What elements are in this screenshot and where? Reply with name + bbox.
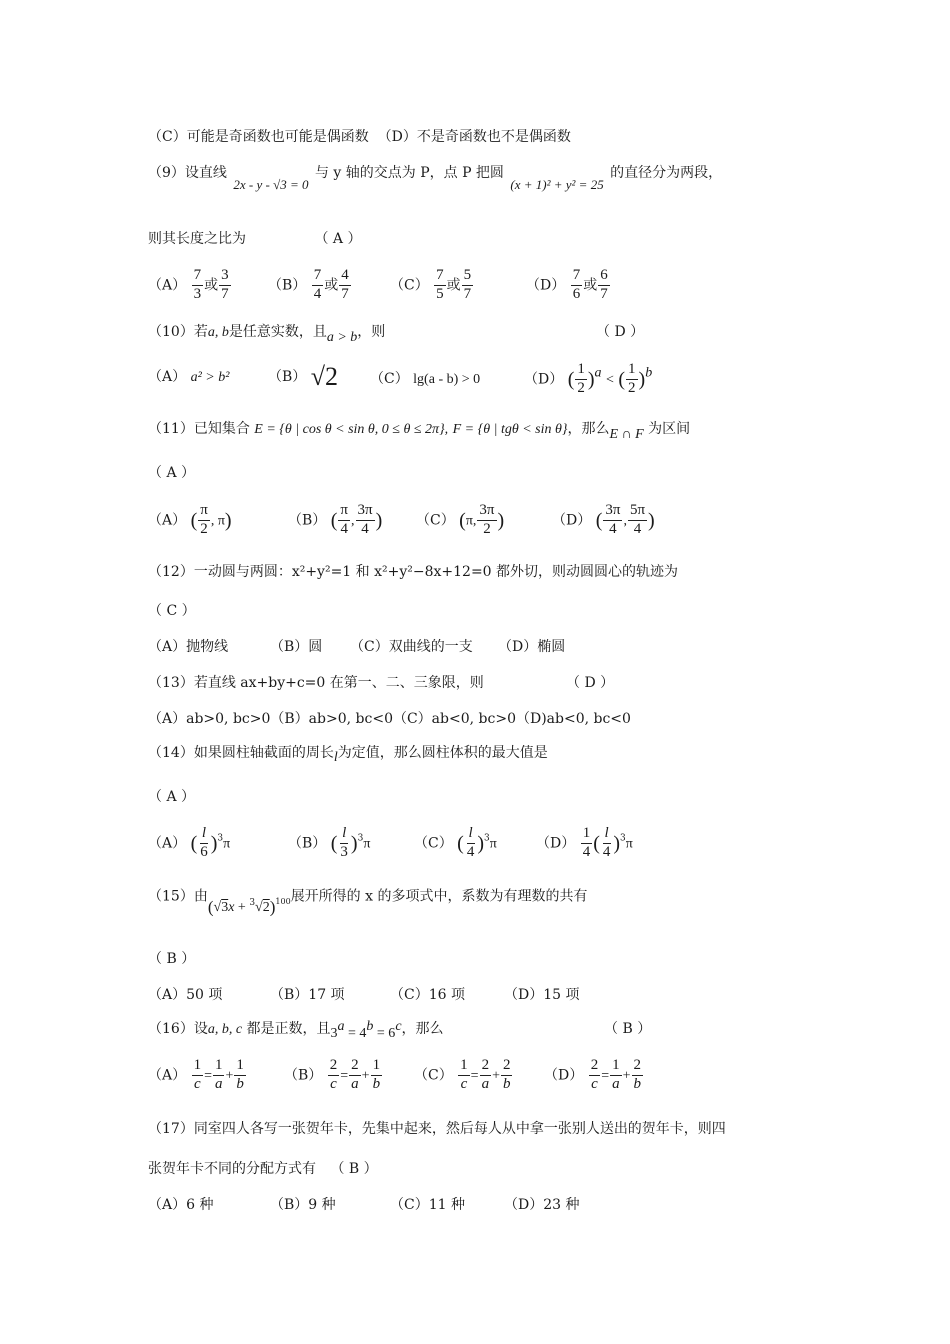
- q10-condition: a > b: [326, 330, 358, 345]
- q15-answer: （ B ）: [148, 951, 196, 967]
- q8-options: [148, 130, 571, 144]
- fraction: $\frac{5\pi}{4}$: [629, 502, 646, 537]
- fraction: $\frac{1}{4}$: [582, 825, 591, 860]
- q12-option-b: （B）圆: [270, 639, 323, 655]
- q10-mid: 是任意实数，且: [228, 324, 327, 340]
- q9-option-c: [390, 268, 474, 303]
- q13-answer: （ D ）: [566, 675, 615, 691]
- or-word: 或: [583, 277, 598, 294]
- q17-option-a: （A）6 种: [148, 1197, 214, 1213]
- q11-mid: ，那么: [567, 421, 610, 437]
- q10-option-b: [268, 364, 338, 390]
- q10-option-c-expr: lg(a - b) > 0: [413, 372, 481, 387]
- q12-option-c: （C）双曲线的一支: [350, 639, 473, 655]
- fraction: $\frac{2}{b}$: [633, 1057, 641, 1092]
- q10-lead: （10）若: [148, 324, 208, 340]
- q11-set-f: F = {θ | tgθ < sin θ}: [452, 422, 568, 437]
- option-label: （D）: [544, 1067, 584, 1084]
- q10-option-c: [370, 372, 480, 387]
- fraction: $\frac{1}{a}$: [612, 1057, 620, 1092]
- option-label: （A）: [148, 512, 187, 529]
- q10-option-d: （D） ( $\frac{1}{2}$ )$^a$ < ( $\frac{1}{2}$ )$^b$: [524, 361, 653, 396]
- q16-tail: ，那么: [401, 1021, 444, 1037]
- sqrt-two: √2: [310, 362, 339, 391]
- fraction: $\frac{l}{4}$: [466, 825, 475, 860]
- option-label: （D）: [526, 277, 566, 294]
- q17-line2: [148, 1162, 378, 1176]
- fraction: $\frac{3}{7}$: [221, 267, 229, 302]
- option-label: （D）: [524, 371, 564, 388]
- option-label: （A）: [148, 1067, 187, 1084]
- fraction: $\frac{2}{a}$: [351, 1057, 359, 1092]
- q11-option-a: （A） ( $\frac{\pi}{2}$ , π): [148, 502, 232, 537]
- q9-line2-text: 则其长度之比为: [148, 231, 246, 247]
- option-label: （B）: [268, 277, 307, 294]
- less-than: <: [605, 372, 614, 388]
- q17-line1: （17）同室四人各写一张贺年卡，先集中起来，然后每人从中拿一张别人送出的贺年卡，则四: [148, 1121, 726, 1137]
- fraction: $\frac{1}{2}$: [577, 361, 585, 396]
- q10-answer: （ D ）: [596, 324, 645, 340]
- q10-option-a: [148, 370, 229, 385]
- q13-options: （A）ab>0, bc>0（B）ab>0, bc<0（C）ab<0, bc>0（D)ab<0, bc<0: [148, 711, 631, 727]
- option-label: （C）: [414, 835, 453, 852]
- q12-stem: （12）一动圆与两圆：x²+y²=1 和 x²+y²−8x+12=0 都外切，则动圆圆心的轨迹为: [148, 564, 679, 580]
- q16-condition: $3^a = 4^b = 6^c$: [330, 1019, 402, 1041]
- fraction: $\frac{3\pi}{4}$: [357, 502, 373, 537]
- fraction: $\frac{1}{c}$: [460, 1057, 468, 1092]
- or-word: 或: [204, 277, 219, 294]
- q16-option-d: （D） $\frac{2}{c}$ = $\frac{1}{a}$ + $\frac{2}{b}$: [544, 1057, 641, 1092]
- q11-intersection: E ∩ F: [609, 427, 644, 442]
- q16-option-b: （B） $\frac{2}{c}$ = $\frac{2}{a}$ + $\frac{1}{b}$: [284, 1057, 381, 1092]
- q15-binomial: $(√3x + ^3√2)^{100}$: [207, 896, 291, 916]
- fraction: $\frac{2}{a}$: [481, 1057, 490, 1092]
- q15-lead: （15）由: [148, 888, 208, 905]
- fraction: $\frac{4}{7}$: [341, 267, 349, 302]
- q8-option-c: （C）可能是奇函数也可能是偶函数: [148, 129, 369, 145]
- q11-option-d: （D） ( $\frac{3\pi}{4}$ , $\frac{5\pi}{4}$ ): [552, 502, 655, 537]
- fraction: $\frac{2}{c}$: [590, 1057, 599, 1092]
- fraction: $\frac{2}{b}$: [502, 1057, 511, 1092]
- q16-option-c: （C） $\frac{1}{c}$ = $\frac{2}{a}$ + $\frac{2}{b}$: [414, 1057, 511, 1092]
- fraction: $\frac{1}{b}$: [372, 1057, 381, 1092]
- fraction: $\frac{\pi}{2}$: [200, 502, 208, 537]
- q9-option-d: [526, 268, 611, 303]
- q15-option-c: （C）16 项: [390, 987, 465, 1003]
- q15-option-d: （D）15 项: [504, 987, 580, 1003]
- fraction: $\frac{1}{c}$: [193, 1057, 202, 1092]
- or-word: 或: [446, 277, 461, 294]
- option-label: （C）: [414, 1067, 453, 1084]
- q16-lead: （16）设: [148, 1021, 208, 1037]
- q17-option-c: （C）11 种: [390, 1197, 465, 1213]
- q12-option-d: （D）椭圆: [498, 639, 566, 655]
- fraction: $\frac{5}{7}$: [463, 267, 472, 302]
- q14-var: l: [333, 750, 338, 765]
- q9-line-equation: 2x - y - √3 = 0: [233, 177, 309, 192]
- q14-option-b: （B） ( $\frac{l}{3}$ )$^3$π: [288, 825, 371, 860]
- q17-line2-text: 张贺年卡不同的分配方式有: [148, 1161, 316, 1177]
- q16-mid: 都是正数，且: [246, 1021, 331, 1037]
- fraction: $\frac{3\pi}{4}$: [605, 502, 621, 537]
- q14-tail: 为定值，那么圆柱体积的最大值是: [337, 745, 548, 761]
- option-label: （C）: [390, 277, 429, 294]
- fraction: $\frac{1}{a}$: [214, 1057, 223, 1092]
- q9-answer: （ A ）: [314, 231, 362, 247]
- q16-vars: a, b, c: [207, 1022, 243, 1037]
- option-label: （A）: [148, 277, 187, 294]
- q12-option-a: （A）抛物线: [148, 639, 229, 655]
- q9-lead: （9）设直线: [148, 165, 227, 181]
- q15-option-a: （A）50 项: [148, 987, 223, 1003]
- q15-tail: 展开所得的 x 的多项式中，系数为有理数的共有: [290, 888, 588, 905]
- fraction: $\frac{\pi}{4}$: [340, 502, 348, 537]
- option-label: （C）: [370, 371, 409, 387]
- option-label: （C）: [416, 512, 455, 529]
- q10-vars: a, b: [207, 325, 229, 340]
- fraction: $\frac{l}{6}$: [200, 825, 208, 860]
- q9-line2: [148, 232, 361, 246]
- q13-stem: [148, 675, 615, 691]
- q11-stem: [148, 421, 691, 442]
- fraction: $\frac{2}{c}$: [329, 1057, 338, 1092]
- fraction: $\frac{3\pi}{2}$: [479, 502, 495, 537]
- q15-option-b: （B）17 项: [270, 987, 345, 1003]
- fraction: $\frac{7}{3}$: [193, 267, 202, 302]
- fraction: $\frac{1}{b}$: [236, 1057, 244, 1092]
- option-label: （B）: [288, 835, 327, 852]
- q11-lead: （11）已知集合: [148, 421, 250, 437]
- q14-option-c: （C） ( $\frac{l}{4}$ )$^3$π: [414, 825, 497, 860]
- option-label: （B）: [288, 512, 327, 529]
- fraction: $\frac{6}{7}$: [600, 267, 608, 302]
- option-label: （A）: [148, 369, 187, 385]
- q14-option-a: （A） ( $\frac{l}{6}$ )$^3$π: [148, 825, 231, 860]
- q9-circle-equation: (x + 1)² + y² = 25: [510, 177, 604, 192]
- fraction: $\frac{7}{6}$: [572, 267, 581, 302]
- fraction: $\frac{l}{4}$: [602, 825, 611, 860]
- q17-option-b: （B）9 种: [270, 1197, 336, 1213]
- q9-stem: [148, 165, 723, 192]
- q10-tail: ，则: [357, 324, 386, 340]
- q10-option-a-expr: a² > b²: [190, 370, 230, 385]
- q14-option-d: （D） $\frac{1}{4}$ ( $\frac{l}{4}$ )$^3$π: [536, 825, 633, 860]
- fraction: $\frac{7}{4}$: [313, 267, 322, 302]
- q11-option-b: （B） ( $\frac{\pi}{4}$ , $\frac{3\pi}{4}$ ): [288, 502, 383, 537]
- fraction: $\frac{1}{2}$: [628, 361, 636, 396]
- q16-option-a: （A） $\frac{1}{c}$ = $\frac{1}{a}$ + $\frac{1}{b}$: [148, 1057, 244, 1092]
- q15-stem: [148, 888, 588, 916]
- q8-option-d: （D）不是奇函数也不是偶函数: [377, 129, 571, 145]
- q13-text: （13）若直线 ax+by+c=0 在第一、二、三象限，则: [148, 675, 484, 691]
- q10-stem: [148, 324, 645, 345]
- q9-mid: 与 y 轴的交点为 P，点 P 把圆: [314, 165, 504, 181]
- option-label: （B）: [268, 369, 307, 385]
- q11-tail: 为区间: [648, 421, 691, 437]
- option-label: （D）: [536, 835, 576, 852]
- or-word: 或: [324, 277, 339, 294]
- q14-answer: （ A ）: [148, 789, 196, 805]
- q14-lead: （14）如果圆柱轴截面的周长: [148, 745, 334, 761]
- fraction: $\frac{l}{3}$: [340, 825, 348, 860]
- fraction: $\frac{7}{5}$: [436, 267, 444, 302]
- option-label: （D）: [552, 512, 592, 529]
- option-label: （A）: [148, 835, 187, 852]
- q9-option-b: [268, 268, 352, 303]
- q11-answer: （ A ）: [148, 465, 196, 481]
- q14-stem: [148, 745, 548, 765]
- option-label: （B）: [284, 1067, 323, 1084]
- q9-tail: 的直径分为两段，: [610, 165, 723, 181]
- q12-answer: （ C ）: [148, 603, 196, 619]
- q9-option-a: [148, 268, 232, 303]
- q17-option-d: （D）23 种: [504, 1197, 580, 1213]
- q11-set-e: E = {θ | cos θ < sin θ, 0 ≤ θ ≤ 2π},: [254, 422, 449, 437]
- q16-stem: [148, 1019, 652, 1041]
- q16-answer: （ B ）: [604, 1021, 652, 1037]
- q11-option-c: （C） (π, $\frac{3\pi}{2}$ ): [416, 502, 505, 537]
- q17-answer: （ B ）: [330, 1161, 378, 1177]
